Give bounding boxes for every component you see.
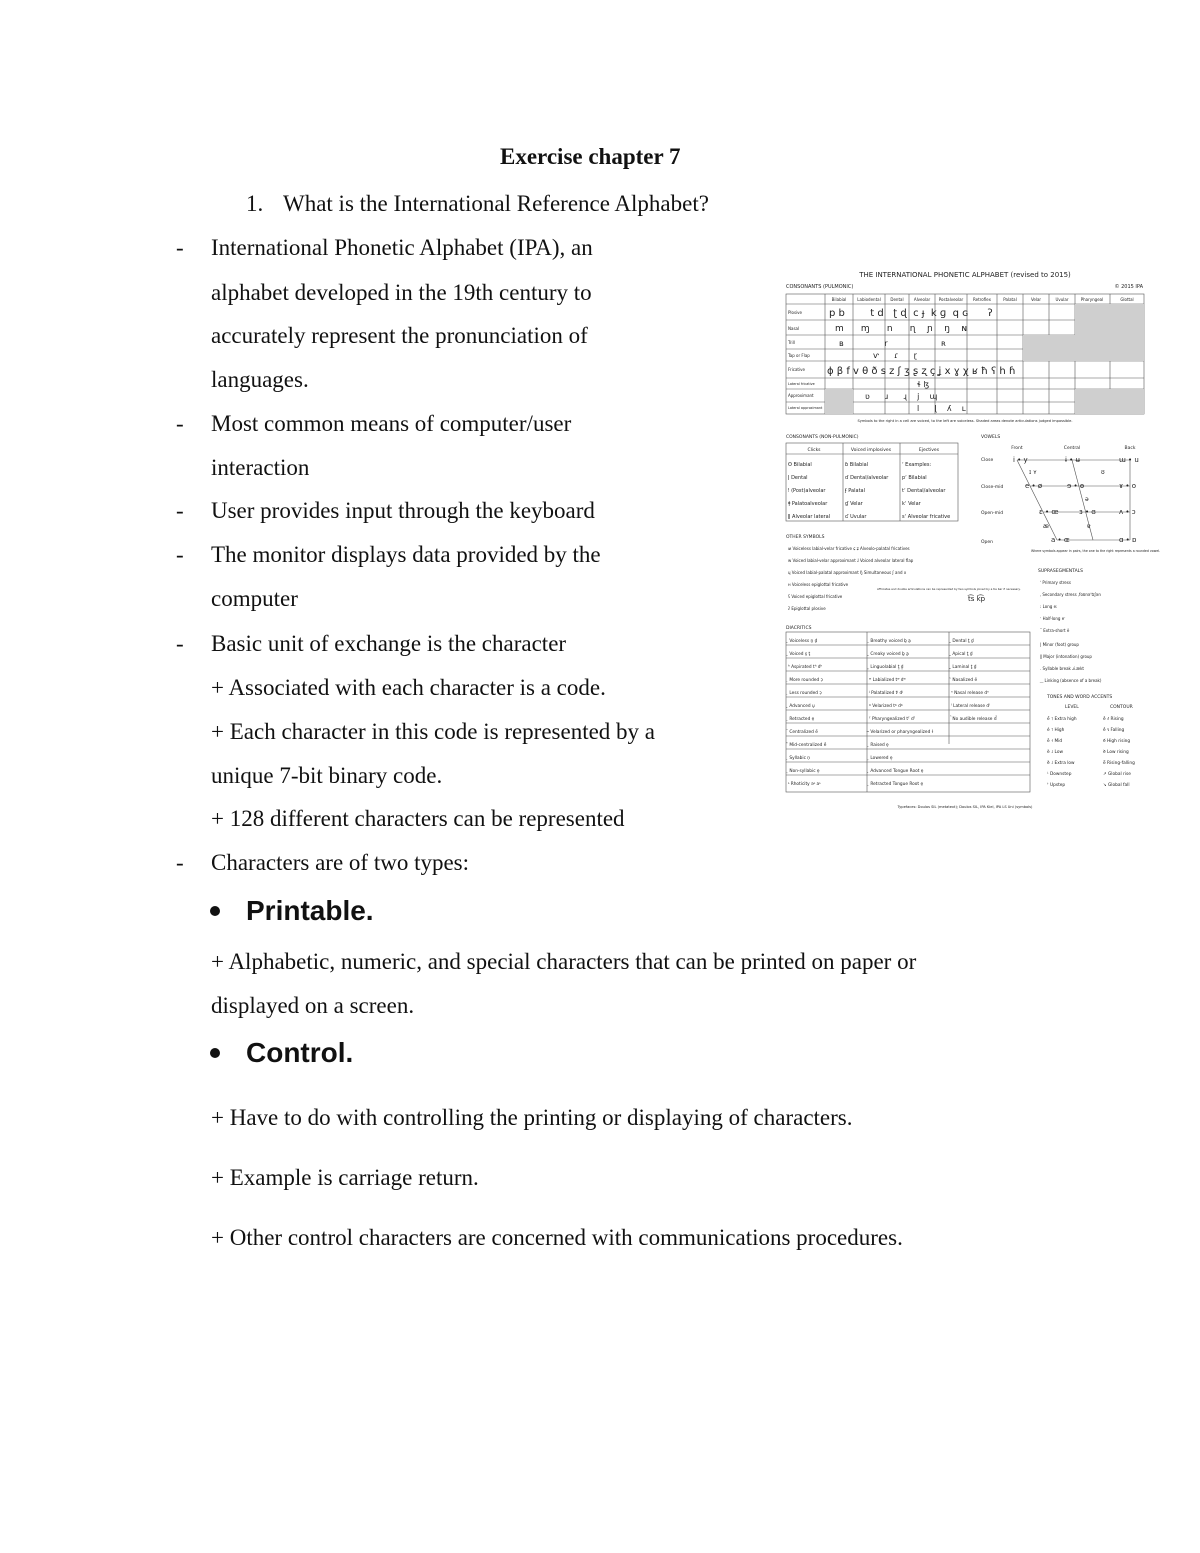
control-line: + Have to do with controlling the printing or displaying of characters. — [211, 1105, 853, 1130]
vowel-glyph: ʌ • ɔ — [1119, 508, 1136, 516]
diacritic-cell: ̻ Laminal t̻ d̻ — [951, 665, 977, 670]
tone-cell: ꜜ Downstep — [1047, 772, 1072, 777]
pulmonic-glyphs-trill: ʙ r ʀ — [839, 339, 946, 348]
suprasegmental-row: . Syllable break ɹi.ækt — [1040, 666, 1084, 671]
dash-marker: - — [176, 235, 184, 260]
nonpulmonic-cell: ǁ Alveolar lateral — [788, 514, 831, 520]
ipa-consonants-heading: CONSONANTS (PULMONIC) — [786, 284, 854, 290]
control-line: + Other control characters are concerned with communications procedures. — [211, 1225, 903, 1250]
vowel-glyph: ɪ ʏ — [1029, 469, 1037, 476]
answer-ipa-line: languages. — [211, 367, 309, 392]
ipa-chart-title: THE INTERNATIONAL PHONETIC ALPHABET (revised to 2015) — [859, 271, 1071, 279]
vowel-glyph: æ — [1043, 523, 1049, 530]
dash-marker: - — [176, 850, 184, 875]
code-point-line: + 128 different characters can be represented — [211, 806, 625, 831]
pulmonic-col-alveolar: Alveolar — [913, 297, 931, 302]
bullet-icon — [210, 906, 220, 916]
diacritic-cell: ̬ Voiced s̬ t̬ — [788, 652, 811, 657]
pulmonic-row-approximant: Approximant — [788, 393, 814, 398]
pulmonic-glyphs-lateral-approximant: l ɭ ʎ ʟ — [917, 404, 966, 413]
vowel-col-front: Front — [1011, 446, 1023, 451]
tone-cell: ꜛ Upstep — [1047, 783, 1066, 788]
pulmonic-glyphs-approximant: ʋ ɹ ɻ j ɰ — [865, 392, 938, 401]
answer-ipa-line: alphabet developed in the 19th century to — [211, 280, 592, 305]
tone-cell: ↘ Global fall — [1103, 783, 1130, 788]
code-point-line: + Associated with each character is a code. — [211, 675, 606, 700]
diacritic-cell: ̽ Mid-centralized e̽ — [788, 743, 827, 748]
pulmonic-row-nasal: Nasal — [788, 326, 800, 331]
code-point-line: unique 7-bit binary code. — [211, 763, 443, 788]
nonpulmonic-col-implosives: Voiced implosives — [850, 448, 892, 453]
tone-cell: e̋ ˥ Extra high — [1047, 717, 1077, 722]
pulmonic-col-palatal: Palatal — [1003, 297, 1017, 302]
pulmonic-col-velar: Velar — [1030, 297, 1042, 302]
nonpulmonic-cell: ǂ Palatoalveolar — [788, 501, 828, 507]
vowel-row-close-mid: Close-mid — [981, 485, 1004, 490]
vowel-glyph: ɛ • œ — [1039, 508, 1059, 516]
vowels-heading: VOWELS — [981, 435, 1001, 440]
answer-ipa-line: accurately represent the pronunciation of — [211, 323, 588, 348]
pulmonic-glyphs-lateral-fricative: ɬ ɮ — [917, 380, 930, 389]
pulmonic-glyphs-tap: ⱱ ɾ ɽ — [873, 351, 917, 360]
nonpulmonic-cell: ʛ Uvular — [845, 514, 867, 520]
nonpulmonic-cell: ǃ (Post)alveolar — [788, 488, 826, 494]
answer-monitor-line: The monitor displays data provided by the — [211, 542, 601, 567]
nonpulmonic-cell: kʼ Velar — [902, 501, 921, 507]
other-symbol-row: ʢ Voiced epiglottal fricative — [788, 594, 843, 599]
suprasegmental-row: ː Long eː — [1040, 604, 1058, 609]
vowel-row-close: Close — [981, 458, 994, 463]
diacritic-cell: ̯ Non-syllabic e̯ — [788, 769, 820, 774]
tone-cell: ē ˧ Mid — [1047, 739, 1063, 744]
nonpulmonic-cell: ʼ Examples: — [902, 462, 932, 468]
question-text: What is the International Reference Alphabet? — [283, 191, 709, 216]
answer-basic-unit: Basic unit of exchange is the character — [211, 631, 567, 656]
pulmonic-row-fricative: Fricative — [788, 367, 805, 372]
nonpulmonic-cell: ǀ Dental — [788, 475, 808, 481]
tone-cell: e᷄ High rising — [1103, 739, 1131, 744]
pulmonic-row-plosive: Plosive — [788, 310, 802, 315]
dash-marker: - — [176, 542, 184, 567]
nonpulmonic-col-ejectives: Ejectives — [918, 448, 940, 453]
answer-keyboard: User provides input through the keyboard — [211, 498, 595, 523]
pulmonic-row-lateral-fricative: Lateral fricative — [788, 382, 815, 386]
other-symbol-row: ʜ Voiceless epiglottal fricative — [788, 582, 849, 587]
tone-cell: è ˨ Low — [1047, 750, 1063, 755]
diacritic-cell: ̴ Velarized or pharyngealized ɫ — [869, 730, 934, 735]
tones-col-contour: CONTOUR — [1110, 705, 1133, 710]
other-symbols-heading: OTHER SYMBOLS — [786, 535, 825, 540]
tone-cell: ↗ Global rise — [1103, 772, 1131, 777]
tone-cell: e᷈ Rising-falling — [1103, 761, 1135, 766]
suprasegmental-row: ˑ Half-long eˑ — [1040, 616, 1066, 621]
diacritic-cell: ˤ Pharyngealized tˤ dˤ — [869, 717, 916, 722]
ipa-copyright: © 2015 IPA — [1114, 284, 1143, 290]
diacritic-cell: ˡ Lateral release dˡ — [951, 704, 990, 709]
bullet-icon — [210, 1048, 220, 1058]
diacritic-cell: ̥ Voiceless n̥ d̥ — [788, 639, 818, 644]
pulmonic-col-dental: Dental — [890, 297, 904, 302]
suprasegmental-row: ˘ Extra-short ĕ — [1040, 628, 1070, 633]
diacritic-cell: ̚ No audible release d̚ — [951, 717, 997, 722]
tone-cell: ȅ ˩ Extra low — [1047, 761, 1075, 766]
page-title: Exercise chapter 7 — [500, 144, 681, 169]
question-number: 1. — [246, 191, 264, 216]
vowel-row-open: Open — [981, 540, 994, 545]
nonpulmonic-cell: ɗ Dental/alveolar — [845, 475, 889, 481]
nonpulmonic-table — [786, 443, 958, 521]
answer-interaction-line: interaction — [211, 455, 310, 480]
pulmonic-col-pharyngeal: Pharyngeal — [1080, 297, 1104, 302]
pulmonic-row-trill: Trill — [788, 340, 795, 345]
tones-cells — [1047, 715, 1135, 788]
nonpulmonic-cell: ɠ Velar — [845, 501, 863, 507]
suprasegmentals-heading: SUPRASEGMENTALS — [1038, 569, 1084, 574]
dash-marker: - — [176, 498, 184, 523]
nonpulmonic-cell: ʘ Bilabial — [788, 462, 812, 468]
vowel-glyph: ɐ — [1087, 523, 1091, 530]
diacritic-cell: ʲ Palatalized tʲ dʲ — [869, 691, 903, 696]
diacritic-cell: ˞ Rhoticity ə˞ a˞ — [788, 782, 821, 787]
affricate-note: Affricates and double articulations can be represented by two symbols joined by a tie bar if necessary. — [877, 587, 1021, 591]
other-symbol-row: ɥ Voiced labial-palatal approximant ɧ Simultaneous ʃ and x — [788, 570, 907, 575]
control-line: + Example is carriage return. — [211, 1165, 479, 1190]
pulmonic-glyphs-fricative: ɸ β f v θ ð s z ʃ ʒ ʂ ʐ ç ʝ x ɣ χ ʁ ħ ʕ h ɦ — [827, 366, 1016, 377]
nonpulmonic-cell: sʼ Alveolar fricative — [902, 514, 951, 520]
answer-monitor-line: computer — [211, 586, 298, 611]
vowel-glyph: ɑ • ɒ — [1119, 536, 1137, 544]
vowel-glyph: ɯ • u — [1119, 456, 1139, 464]
tones-heading: TONES AND WORD ACCENTS — [1047, 695, 1113, 700]
vowel-glyph: ɤ • o — [1119, 482, 1137, 490]
diacritic-cell: ̘ Advanced Tongue Root e̘ — [869, 769, 924, 774]
nonpulmonic-cell: pʼ Bilabial — [902, 475, 927, 481]
pulmonic-glyphs-nasal: m ɱ n ɳ ɲ ŋ ɴ — [835, 324, 968, 334]
suprasegmental-row: ˌ Secondary stress ˌfoʊnəˈtɪʃən — [1040, 592, 1101, 597]
suprasegmental-row: ‖ Major (intonation) group — [1040, 654, 1092, 659]
vowel-glyph: e • ø — [1025, 482, 1043, 490]
vowel-glyph: ʊ — [1101, 469, 1105, 476]
control-heading: Control. — [246, 1037, 354, 1068]
nonpulmonic-heading: CONSONANTS (NON-PULMONIC) — [786, 435, 859, 440]
other-symbol-row: ʍ Voiceless labial-velar fricative ɕ ʑ Alveolo-palatal fricatives — [788, 546, 910, 551]
tone-cell: é ˦ High — [1047, 728, 1065, 733]
nonpulmonic-cell: tʼ Dental/alveolar — [902, 488, 946, 494]
printable-line: displayed on a screen. — [211, 993, 415, 1018]
diacritic-cell: ⁿ Nasal release dⁿ — [951, 691, 989, 696]
diacritics-heading: DIACRITICS — [786, 626, 812, 631]
diacritic-cell: ̠ Retracted e̠ — [788, 717, 815, 722]
ipa-footer: Typefaces: Doulos SIL (metatext); Doulos SIL, IPA Kiel, IPA LS Uni (symbols) — [897, 805, 1033, 809]
vowel-col-central: Central — [1063, 446, 1081, 451]
ipa-chart-image — [785, 268, 1161, 813]
suprasegmental-row: | Minor (foot) group — [1040, 642, 1079, 647]
diacritics-cells — [786, 638, 998, 787]
diacritic-cell: ʰ Aspirated tʰ dʰ — [788, 665, 823, 670]
diacritic-cell: ̈ Centralized ë — [788, 730, 818, 735]
tone-cell: ê ˥˩ Falling — [1103, 728, 1125, 733]
diacritic-cell: ̹ More rounded ɔ̹ — [788, 678, 823, 683]
diacritic-cell: ̝ Raised e̝ — [869, 743, 889, 748]
printable-line: + Alphabetic, numeric, and special characters that can be printed on paper or — [211, 949, 917, 974]
diacritic-cell: ̟ Advanced u̟ — [788, 704, 815, 709]
vowel-col-back: Back — [1124, 446, 1136, 451]
tone-cell: ě ˩˥ Rising — [1103, 717, 1124, 722]
pulmonic-note: Symbols to the right in a cell are voiced, to the left are voiceless. Shaded areas denote articulations judged impossible. — [857, 419, 1073, 423]
diacritic-cell: ̺ Apical t̺ d̺ — [951, 652, 973, 657]
vowel-glyph: ə — [1085, 496, 1089, 503]
answer-interaction-line: Most common means of computer/user — [211, 411, 572, 436]
pulmonic-table — [786, 294, 1144, 414]
pulmonic-col-uvular: Uvular — [1055, 297, 1069, 302]
vowel-row-open-mid: Open-mid — [981, 511, 1004, 516]
vowel-glyph: i • y — [1013, 456, 1028, 464]
diacritic-cell: ̜ Less rounded ɔ̜ — [788, 691, 822, 696]
pulmonic-glyphs-plosive: p b t d ʈ ɖ c ɟ k ɡ q ɢ ʔ — [829, 308, 993, 319]
diacritic-cell: ̤ Breathy voiced b̤ a̤ — [869, 639, 911, 644]
suprasegmental-row: ˈ Primary stress — [1040, 580, 1071, 585]
pulmonic-col-retroflex: Retroflex — [973, 297, 991, 302]
pulmonic-col-bilabial: Bilabial — [831, 297, 847, 302]
suprasegmental-row: ‿ Linking (absence of a break) — [1040, 678, 1102, 683]
tone-cell: e᷅ Low rising — [1103, 750, 1129, 755]
dash-marker: - — [176, 631, 184, 656]
other-symbol-row: w Voiced labial-velar approximant ɺ Voiced alveolar lateral flap — [788, 558, 914, 563]
tie-bar-examples: t͡s k͡p — [968, 595, 986, 603]
diacritic-cell: ̪ Dental t̪ d̪ — [951, 639, 974, 644]
diacritic-cell: ̩ Syllabic n̩ — [788, 756, 811, 761]
tones-col-level: LEVEL — [1065, 705, 1079, 710]
nonpulmonic-cell: ɓ Bilabial — [845, 462, 869, 468]
nonpulmonic-cell: ʄ Palatal — [845, 488, 865, 494]
vowel-glyph: ɘ • ɵ — [1067, 482, 1085, 490]
pulmonic-col-labiodental: Labiodental — [857, 297, 881, 302]
pulmonic-col-postalveolar: Postalveolar — [938, 297, 964, 302]
printable-heading: Printable. — [246, 895, 374, 926]
nonpulmonic-col-clicks: Clicks — [807, 448, 821, 453]
diacritic-cell: ̞ Lowered e̞ — [869, 756, 893, 761]
dash-marker: - — [176, 411, 184, 436]
pulmonic-row-lateral-approximant: Lateral approximant — [788, 406, 823, 410]
diacritic-cell: ʷ Labialized tʷ dʷ — [869, 678, 906, 683]
pulmonic-row-tap: Tap or Flap — [788, 353, 810, 358]
diacritic-cell: ̙ Retracted Tongue Root e̙ — [869, 782, 924, 787]
answer-types-intro: Characters are of two types: — [211, 850, 470, 875]
vowel-note: Where symbols appear in pairs, the one to the right represents a rounded vowel. — [1031, 549, 1161, 553]
vowel-chart — [981, 445, 1139, 545]
diacritic-cell: ̰ Creaky voiced b̰ a̰ — [869, 652, 909, 657]
diacritic-cell: ̃ Nasalized ẽ — [951, 678, 978, 683]
vowel-glyph: ɜ • ɞ — [1079, 508, 1096, 516]
vowel-glyph: ɨ • ʉ — [1065, 456, 1080, 464]
other-symbol-row: ʡ Epiglottal plosive — [788, 606, 826, 611]
answer-ipa-line: International Phonetic Alphabet (IPA), an — [211, 235, 593, 260]
diacritic-cell: ̼ Linguolabial t̼ d̼ — [869, 665, 904, 670]
pulmonic-col-glottal: Glottal — [1120, 297, 1134, 302]
diacritic-cell: ˠ Velarized tˠ dˠ — [869, 704, 903, 709]
vowel-glyph: a • ɶ — [1051, 536, 1070, 544]
code-point-line: + Each character in this code is represented by a — [211, 719, 656, 744]
